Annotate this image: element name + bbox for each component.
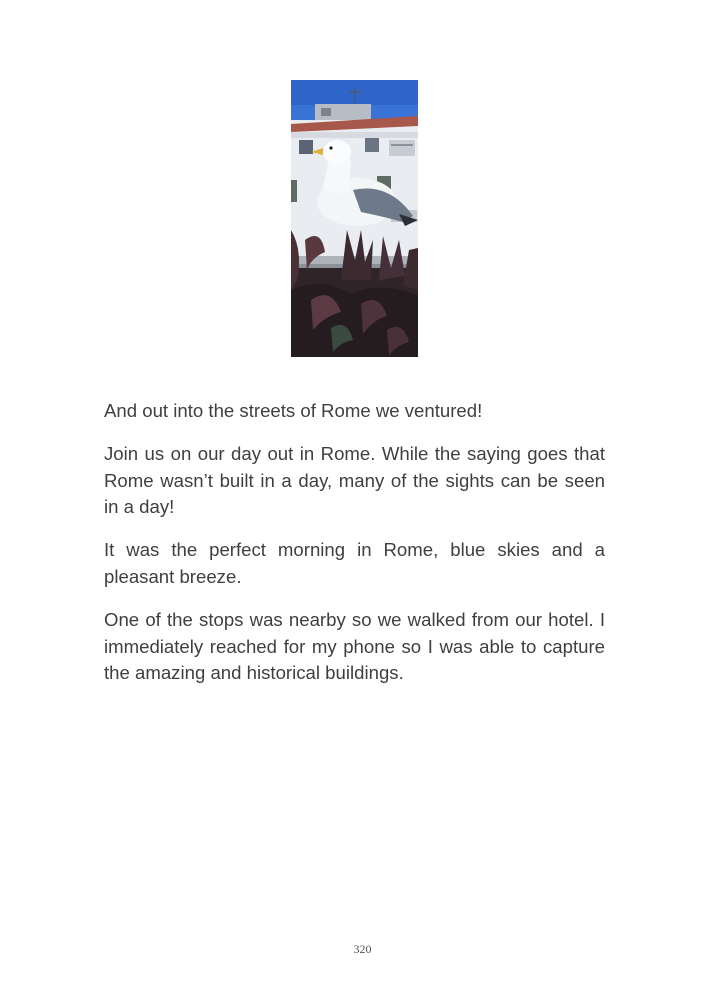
paragraph-4: One of the stops was nearby so we walked from our hotel. I immediately reached for my phone so I was able to capture the amazing and historical buildings. <box>104 608 605 684</box>
paragraph-3: It was the perfect morning in Rome, blue skies and a pleasant breeze. <box>104 539 605 587</box>
paragraph-2: Join us on our day out in Rome. While the saying goes that Rome wasn’t built in a day, many of the sights can be seen in a day! <box>104 442 605 518</box>
seagull-photo <box>291 80 418 357</box>
seagull-photo-illustration <box>291 80 418 357</box>
body-text <box>104 398 605 703</box>
page-number: 320 <box>353 942 372 956</box>
paragraph-1: And out into the streets of Rome we ventured! <box>104 400 483 421</box>
